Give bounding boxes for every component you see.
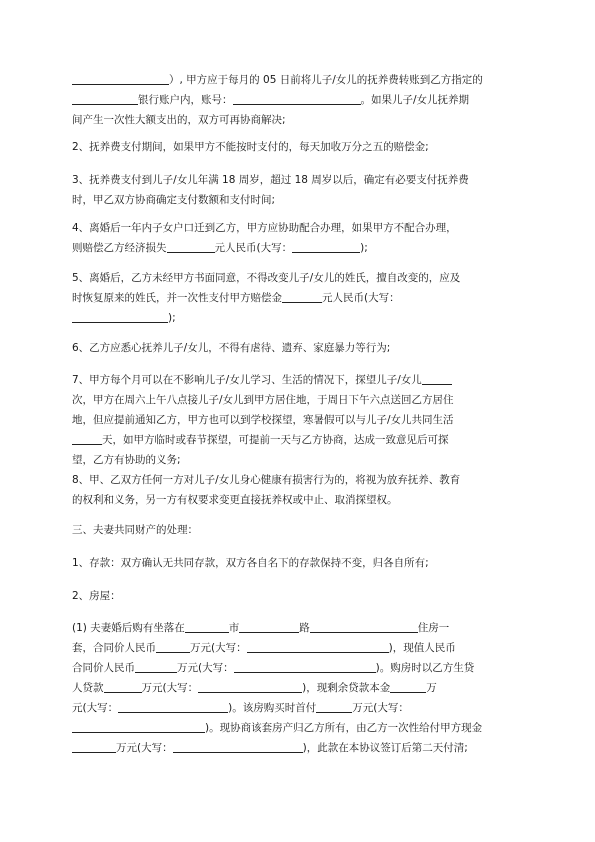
- text-segment: 元人民币(大写：: [214, 242, 293, 254]
- cash-amount-blank: [72, 740, 116, 753]
- city-blank: [185, 620, 229, 633]
- text-line: [72, 698, 524, 718]
- amount-in-words-blank: [72, 720, 205, 733]
- visit-count-blank: [422, 372, 452, 385]
- text-segment: );: [168, 312, 176, 324]
- text-line: [72, 738, 524, 758]
- paragraph-8: [72, 470, 524, 510]
- text-segment: 市: [228, 622, 240, 634]
- text-line: [72, 718, 524, 738]
- paragraph-payment-terms: [72, 70, 524, 130]
- text-segment: 银行账户内，账号：: [138, 94, 233, 106]
- text-segment: ）, 甲方应于每月的 05 日前将儿子/女儿的抚养费转账到乙方指定的: [169, 74, 483, 86]
- text-segment: )，此款在本协议签订后第二天付清;: [302, 742, 468, 754]
- paragraph-6: [72, 338, 524, 358]
- text-line: [72, 308, 524, 328]
- text-line: [72, 470, 524, 490]
- text-segment: 4、离婚后一年内子女户口迁到乙方，甲方应协助配合办理，如果甲方不配合办理，: [72, 222, 457, 234]
- text-segment: 天，如甲方临时或春节探望，可提前一天与乙方协商，达成一致意见后可探: [102, 434, 449, 446]
- text-segment: 人贷款: [72, 682, 104, 694]
- text-line: [72, 70, 524, 90]
- text-segment: 2、房屋：: [72, 590, 121, 602]
- text-line: [72, 450, 524, 470]
- text-segment: )。该房购买时首付: [228, 702, 317, 714]
- text-segment: 万元(大写：: [177, 662, 234, 674]
- text-segment: 次，甲方在周六上午八点接儿子/女儿到甲方居住地，于周日下午六点送回乙方居住: [72, 394, 454, 406]
- text-line: [72, 390, 524, 410]
- text-segment: 的权利和义务，另一方有权要求变更直接抚养权或中止、取消探望权。: [72, 494, 398, 506]
- paragraph-3: [72, 170, 524, 210]
- paragraph-7: [72, 370, 524, 470]
- text-segment: 住房一: [417, 622, 450, 634]
- amount-blank: [167, 240, 215, 253]
- blank-underline: [72, 72, 169, 85]
- amount-in-words-blank: [292, 240, 360, 253]
- text-line: [72, 678, 524, 698]
- blank-underline: [72, 92, 138, 105]
- remaining-loan-blank: [390, 680, 426, 693]
- text-segment: 1、存款：双方确认无共同存款，双方各自名下的存款保持不变，归各自所有;: [72, 557, 429, 569]
- days-blank: [72, 432, 102, 445]
- section-heading-property: [72, 520, 524, 540]
- text-segment: 则赔偿乙方经济损失: [72, 242, 167, 254]
- text-line: [72, 238, 524, 258]
- account-number-blank: [233, 92, 361, 105]
- text-segment: 3、抚养费支付到儿子/女儿年满 18 周岁，超过 18 周岁以后，确定有必要支付抚养费: [72, 174, 469, 186]
- text-line: [72, 553, 524, 573]
- paragraph-house: [72, 586, 524, 606]
- amount-in-words-blank: [247, 640, 389, 653]
- text-segment: )。现协商该套房产归乙方所有，由乙方一次性给付甲方现金: [205, 722, 483, 734]
- text-line: [72, 370, 524, 390]
- paragraph-5: [72, 268, 524, 328]
- amount-in-words-blank: [198, 680, 302, 693]
- text-segment: 时，甲乙双方协商确定支付数额和支付时间;: [72, 194, 276, 206]
- paragraph-house-details: [72, 618, 524, 758]
- text-segment: );: [360, 242, 368, 254]
- text-line: [72, 658, 524, 678]
- text-segment: )。购房时以乙方生贷: [375, 662, 475, 674]
- text-line: [72, 490, 524, 510]
- text-segment: )，现值人民币: [388, 642, 456, 654]
- text-segment: 合同价人民币: [72, 662, 135, 674]
- text-segment: 元(大写：: [72, 702, 119, 714]
- amount-blank: [135, 660, 177, 673]
- text-segment: 间产生一次性大额支出的，双方可再协商解决;: [72, 114, 286, 126]
- text-line: [72, 338, 524, 358]
- text-segment: 5、离婚后，乙方未经甲方书面同意，不得改变儿子/女儿的姓氏，擅自改变的，应及: [72, 272, 461, 284]
- text-segment: 。如果儿子/女儿抚养期: [360, 94, 470, 106]
- amount-blank: [156, 640, 190, 653]
- text-line: [72, 288, 524, 308]
- text-segment: 万元(大写：: [116, 742, 173, 754]
- amount-in-words-blank: [234, 660, 376, 673]
- text-segment: 路: [299, 622, 310, 634]
- text-line: [72, 170, 524, 190]
- text-segment: 万元(大写：: [352, 702, 409, 714]
- text-segment: 万元(大写：: [190, 642, 247, 654]
- text-segment: 元人民币(大写：: [322, 292, 400, 304]
- road-blank: [239, 620, 299, 633]
- text-line: [72, 110, 524, 130]
- text-line: [72, 520, 524, 540]
- text-line: [72, 410, 524, 430]
- text-segment: 望，乙方有协助的义务;: [72, 454, 181, 466]
- text-line: [72, 90, 524, 110]
- text-line: [72, 638, 524, 658]
- text-segment: (1) 夫妻婚后购有坐落在: [72, 622, 185, 634]
- text-segment: 8、甲、乙双方任何一方对儿子/女儿身心健康有损害行为的，将视为放弃抚养、教育: [72, 474, 461, 486]
- text-segment: 万元(大写：: [141, 682, 199, 694]
- paragraph-deposit: [72, 553, 524, 573]
- amount-blank: [282, 290, 322, 303]
- down-payment-blank: [316, 700, 352, 713]
- text-segment: 时恢复原来的姓氏，并一次性支付甲方赔偿金: [72, 292, 282, 304]
- text-segment: 2、抚养费支付期间，如果甲方不能按时支付的，每天加收万分之五的赔偿金;: [72, 141, 429, 153]
- text-line: [72, 586, 524, 606]
- text-line: [72, 190, 524, 210]
- text-line: [72, 268, 524, 288]
- section-title: 三、夫妻共同财产的处理：: [72, 524, 198, 536]
- text-line: [72, 618, 524, 638]
- text-segment: 万: [426, 682, 437, 694]
- text-line: [72, 430, 524, 450]
- text-line: [72, 137, 524, 157]
- amount-in-words-blank: [118, 700, 228, 713]
- text-segment: )，现剩余贷款本金: [302, 682, 391, 694]
- paragraph-2: [72, 137, 524, 157]
- loan-amount-blank: [104, 680, 142, 693]
- paragraph-4: [72, 218, 524, 258]
- text-segment: 6、乙方应悉心抚养儿子/女儿，不得有虐待、遗弃、家庭暴力等行为;: [72, 342, 391, 354]
- text-line: [72, 218, 524, 238]
- amount-in-words-blank: [72, 310, 168, 323]
- text-segment: 地，但应提前通知乙方，甲方也可以到学校探望，寒暑假可以与儿子/女儿共同生活: [72, 414, 454, 426]
- text-segment: 7、甲方每个月可以在不影响儿子/女儿学习、生活的情况下，探望儿子/女儿: [72, 374, 422, 386]
- address-blank: [310, 620, 418, 633]
- amount-in-words-blank: [173, 740, 303, 753]
- text-segment: 套，合同价人民币: [72, 642, 156, 654]
